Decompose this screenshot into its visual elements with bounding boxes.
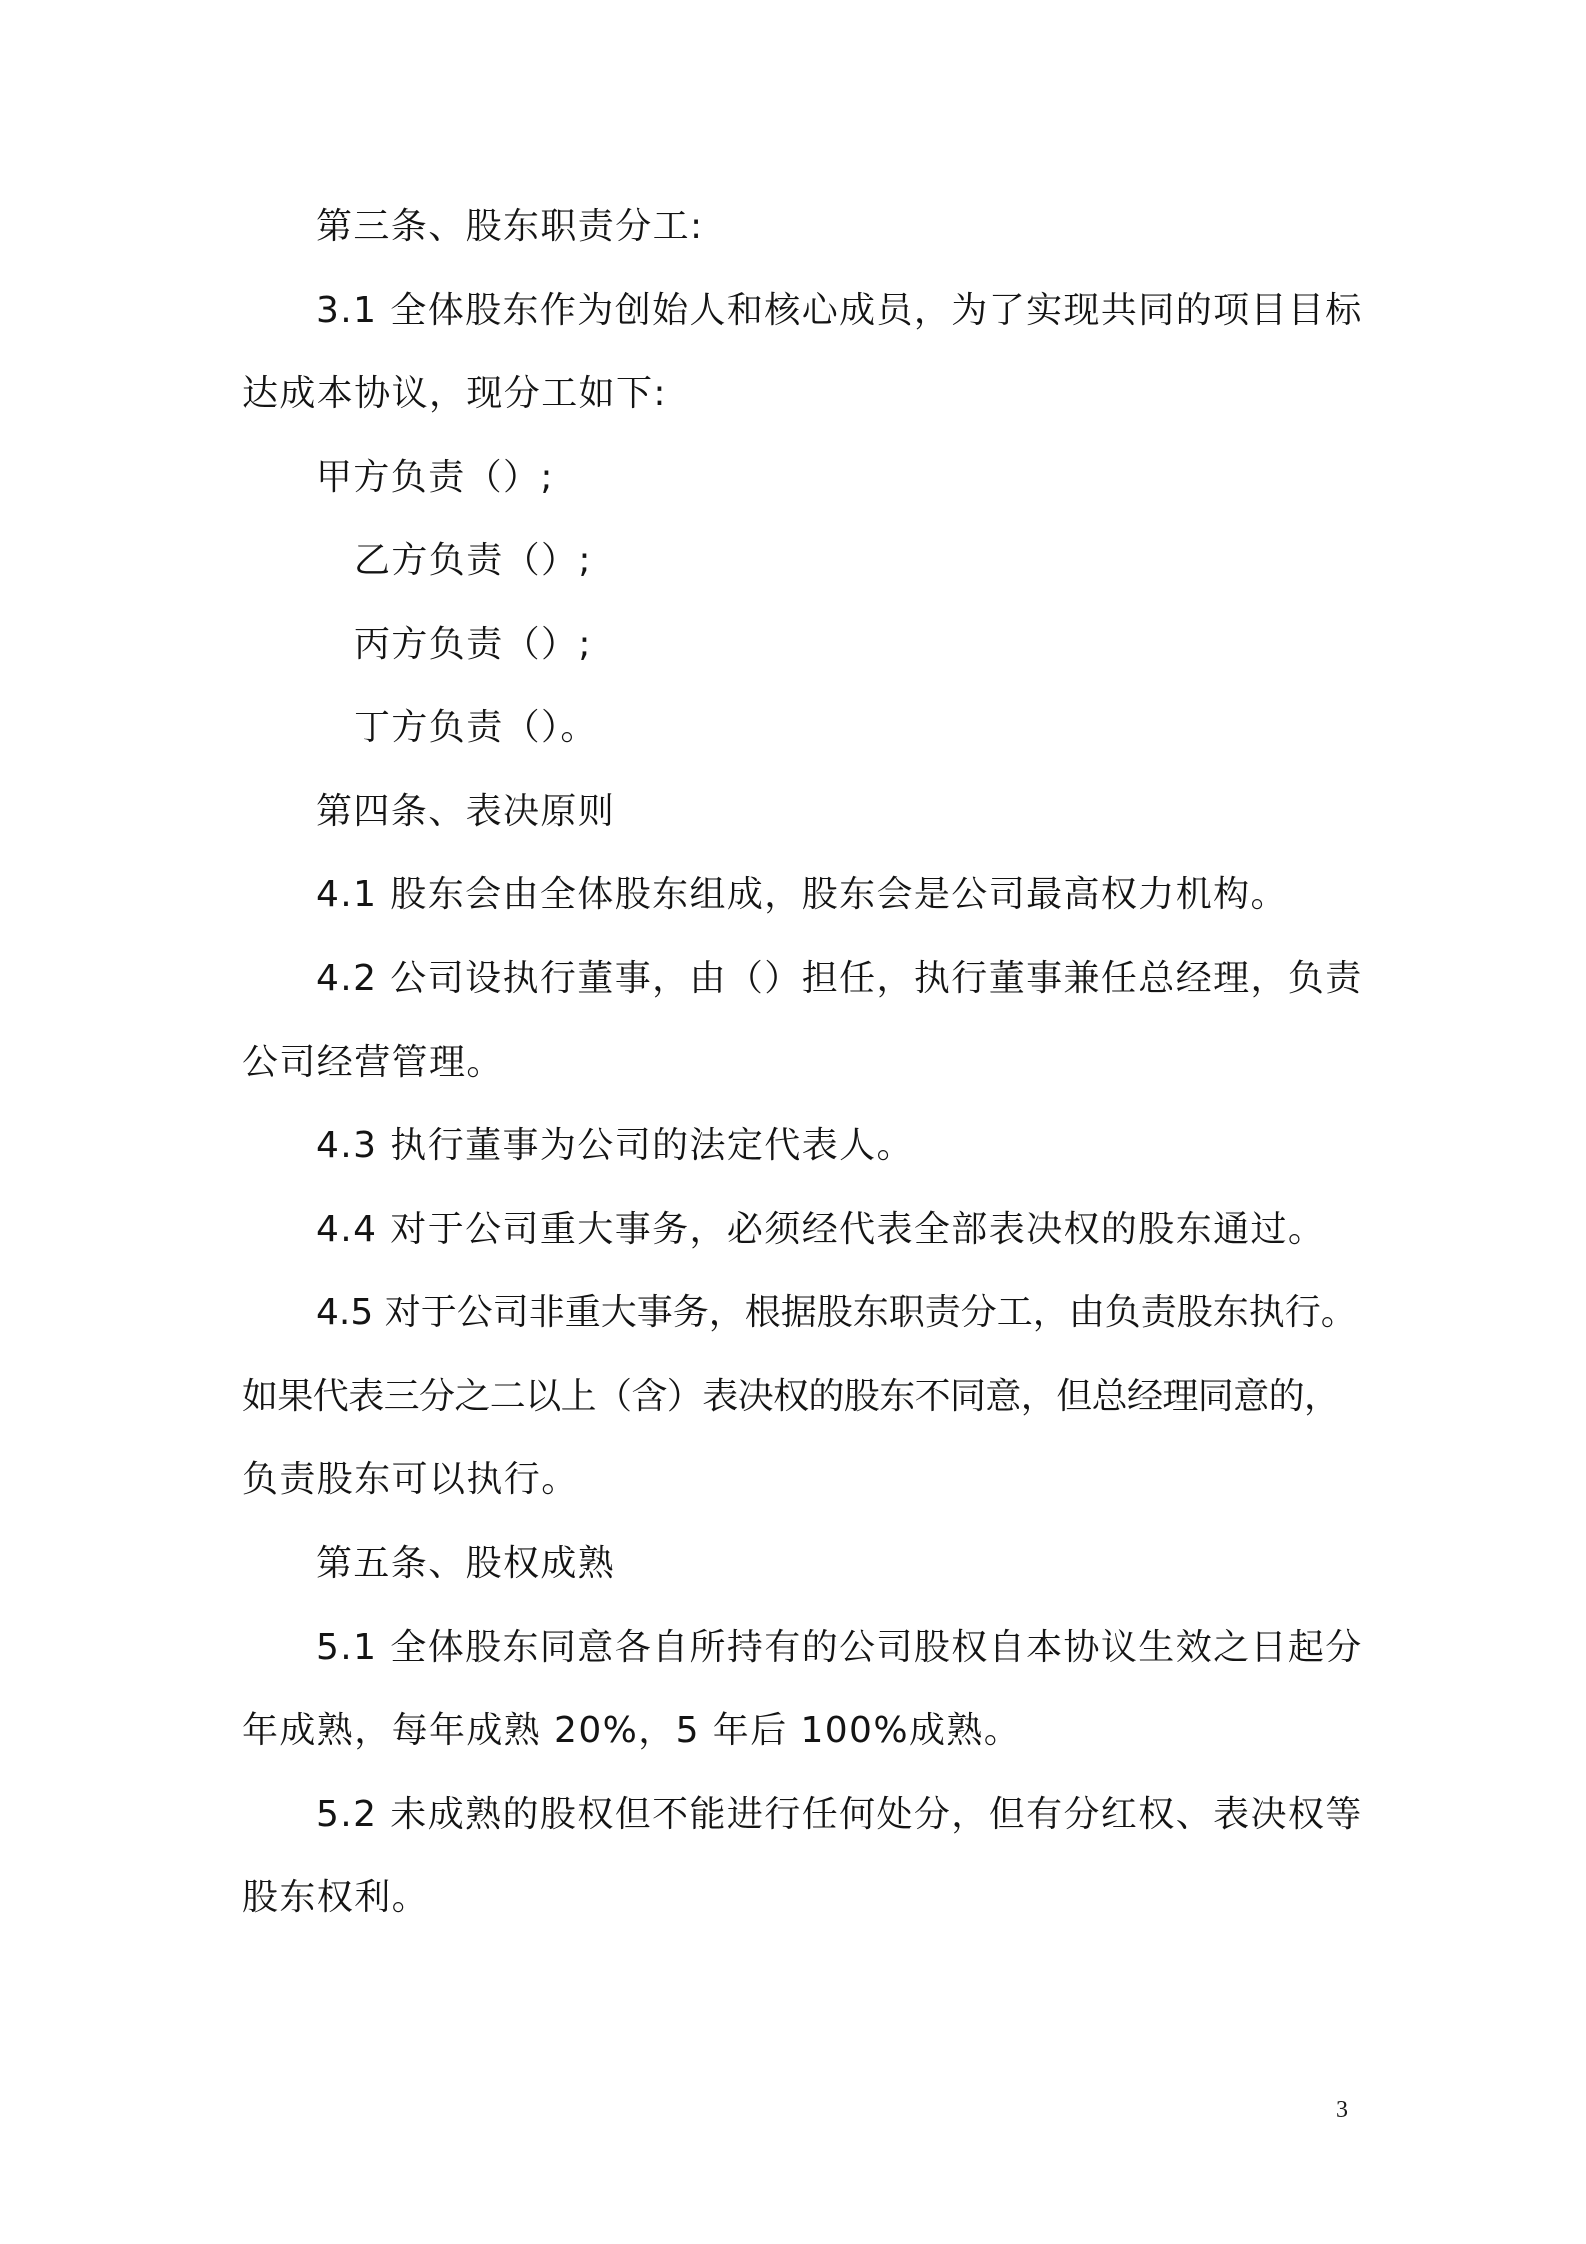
clause-4-4: 4.4 对于公司重大事务，必须经代表全部表决权的股东通过。 (316, 1209, 1326, 1250)
clause-4-5-line-1: 4.5 对于公司非重大事务，根据股东职责分工，由负责股东执行。 (316, 1292, 1357, 1333)
clause-4-2-line-1: 4.2 公司设执行董事，由（）担任，执行董事兼任总经理，负责 (316, 958, 1363, 999)
party-d-duty: 丁方负责（）。 (354, 707, 598, 748)
clause-5-1-line-1: 5.1 全体股东同意各自所持有的公司股权自本协议生效之日起分 (316, 1627, 1363, 1668)
clause-4-3: 4.3 执行董事为公司的法定代表人。 (316, 1125, 914, 1166)
clause-5-1-line-2: 年成熟，每年成熟 20%，5 年后 100%成熟。 (242, 1710, 1022, 1751)
clause-5-2-line-2: 股东权利。 (242, 1877, 430, 1918)
party-c-duty: 丙方负责（）; (354, 624, 592, 665)
clause-4-2-line-2: 公司经营管理。 (242, 1042, 504, 1083)
article-3-heading: 第三条、股东职责分工: (316, 206, 704, 247)
clause-4-1: 4.1 股东会由全体股东组成，股东会是公司最高权力机构。 (316, 874, 1288, 915)
article-5-heading: 第五条、股权成熟 (316, 1543, 616, 1584)
party-b-duty: 乙方负责（）; (354, 540, 592, 581)
clause-4-5-line-3: 负责股东可以执行。 (242, 1459, 579, 1500)
clause-3-1-line-2: 达成本协议，现分工如下: (242, 373, 667, 414)
page-number: 3 (1336, 2097, 1348, 2123)
clause-4-5-line-2: 如果代表三分之二以上（含）表决权的股东不同意，但总经理同意的， (242, 1376, 1340, 1417)
clause-3-1-line-1: 3.1 全体股东作为创始人和核心成员，为了实现共同的项目目标 (316, 290, 1363, 331)
clause-5-2-line-1: 5.2 未成熟的股权但不能进行任何处分，但有分红权、表决权等 (316, 1794, 1363, 1835)
article-4-heading: 第四条、表决原则 (316, 791, 616, 832)
party-a-duty: 甲方负责（）; (316, 457, 554, 498)
